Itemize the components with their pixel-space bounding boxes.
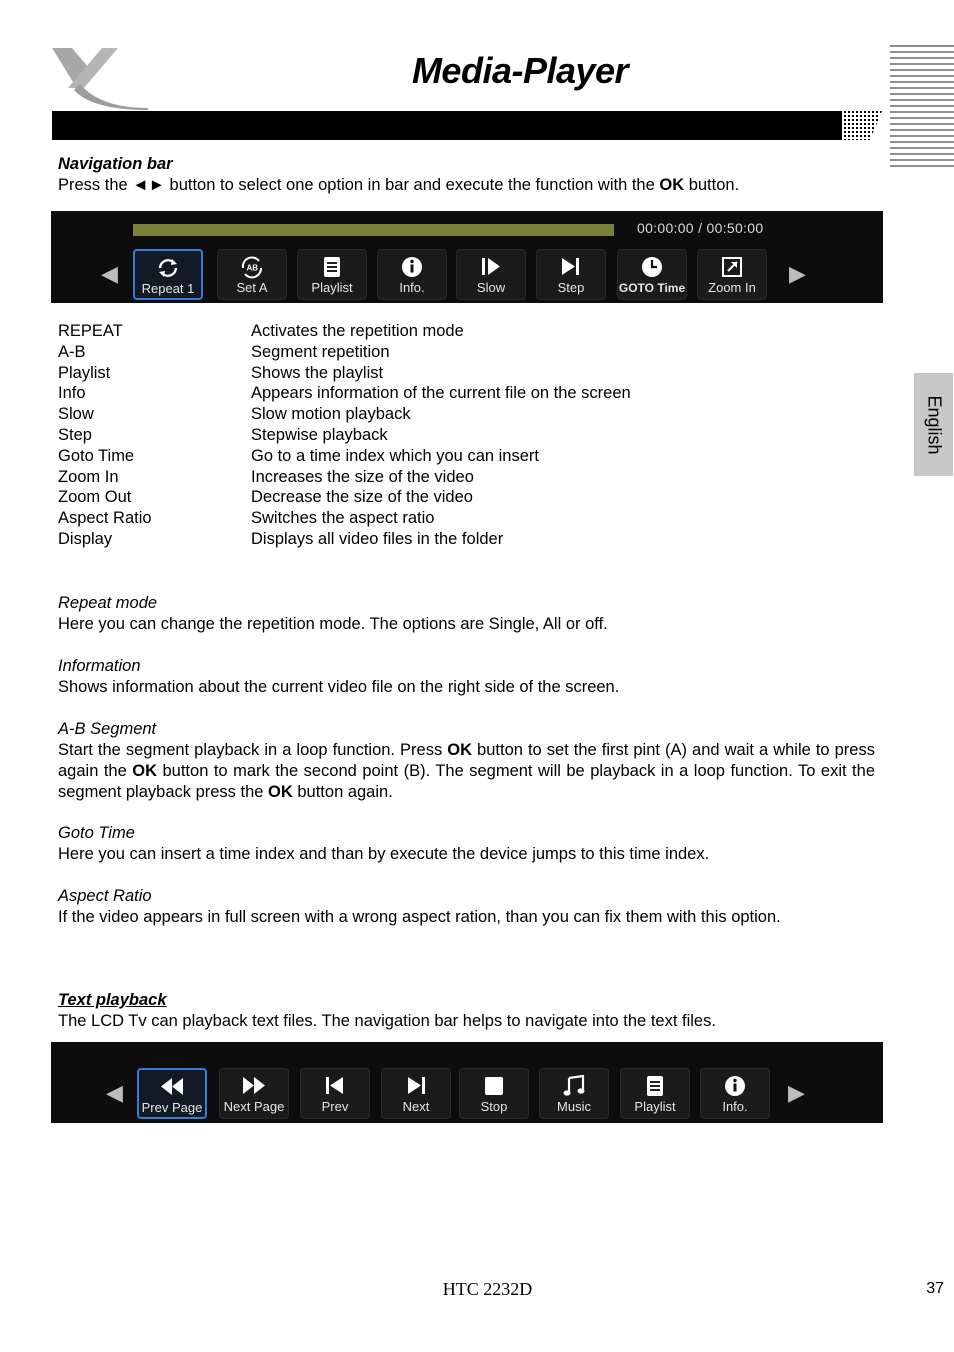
- footer-model: HTC 2232D: [442, 1279, 533, 1299]
- rewind-icon: [159, 1074, 185, 1100]
- definition-list: [58, 321, 631, 550]
- information-heading: Information: [58, 657, 141, 675]
- repeat-label: Repeat 1: [141, 281, 195, 296]
- text-playback-section: [58, 990, 875, 1032]
- music-icon: [561, 1073, 587, 1099]
- aspect-ratio-body: If the video appears in full screen with a wrong aspect ration, than you can fix them with this option.: [58, 908, 781, 926]
- time-total: 00:50:00: [706, 220, 764, 236]
- repeat-icon: [155, 255, 181, 281]
- progress-bar[interactable]: [133, 224, 614, 236]
- text-playlist-label: Playlist: [634, 1099, 676, 1114]
- definition-row: Display Displays all video files in the folder: [58, 529, 504, 548]
- zoom-in-icon: [719, 254, 745, 280]
- definition-row: Zoom Out Decrease the size of the video: [58, 488, 473, 507]
- corner-stripes: [890, 44, 954, 172]
- step-label: Step: [557, 280, 585, 295]
- repeat-mode-section: [58, 593, 875, 635]
- goto-time-body: Here you can insert a time index and than by execute the device jumps to this time index.: [58, 845, 710, 863]
- prev-page-button[interactable]: [137, 1068, 207, 1119]
- information-body: Shows information about the current video file on the right side of the screen.: [58, 678, 620, 696]
- text-nav-left-arrow-icon[interactable]: ◀: [106, 1080, 123, 1105]
- text-playback-heading: Text playback: [58, 991, 167, 1009]
- prev-label: Prev: [321, 1099, 349, 1114]
- zoom-in-button[interactable]: [697, 249, 767, 300]
- skip-back-icon: [322, 1073, 348, 1099]
- nav-right-arrow-icon[interactable]: ▶: [789, 261, 806, 286]
- fast-forward-icon: [241, 1073, 267, 1099]
- text-info-button[interactable]: [700, 1068, 770, 1119]
- svg-text:AB: AB: [246, 263, 259, 273]
- playlist-icon: [642, 1073, 668, 1099]
- timecode: [637, 220, 763, 236]
- next-label: Next: [402, 1099, 430, 1114]
- ab-segment-body: Start the segment playback in a loop function. Press OK button to set the first pint (A) and wait a while to press again the OK button to mark the second point (B). The segment will be playback in a loop function. To exit the segment playback press the OK button again.: [58, 741, 875, 801]
- goto-time-button[interactable]: [617, 249, 687, 300]
- video-nav-screenshot: [51, 211, 883, 303]
- info-icon: [399, 254, 425, 280]
- page-number: 37: [926, 1280, 944, 1297]
- playlist-button[interactable]: [297, 249, 367, 300]
- nav-intro-text: Press the ◄► button to select one option in bar and execute the function with the OK button.: [58, 176, 740, 194]
- title-band: [52, 111, 882, 140]
- page-title: Media-Player: [411, 50, 629, 91]
- step-icon: [558, 254, 584, 280]
- prev-page-label: Prev Page: [141, 1100, 203, 1115]
- playlist-icon: [319, 254, 345, 280]
- repeat-button[interactable]: [133, 249, 203, 300]
- nav-intro: [58, 154, 875, 196]
- skip-forward-icon: [403, 1073, 429, 1099]
- stop-label: Stop: [480, 1099, 508, 1114]
- definition-row: Goto Time Go to a time index which you can insert: [58, 446, 539, 465]
- language-label: English: [924, 394, 944, 455]
- definition-row: Slow Slow motion playback: [58, 405, 411, 424]
- definition-row: Step Stepwise playback: [58, 425, 388, 444]
- aspect-ratio-heading: Aspect Ratio: [58, 887, 152, 905]
- definition-row: Aspect Ratio Switches the aspect ratio: [58, 509, 435, 528]
- slow-button[interactable]: [456, 249, 526, 300]
- next-button[interactable]: [381, 1068, 451, 1119]
- definition-row: A-B Segment repetition: [58, 342, 390, 361]
- slow-icon: [478, 254, 504, 280]
- music-button[interactable]: [539, 1068, 609, 1119]
- nav-left-arrow-icon[interactable]: ◀: [101, 261, 118, 286]
- ab-segment-section: [58, 719, 875, 803]
- text-playback-body: The LCD Tv can playback text files. The navigation bar helps to navigate into the text files.: [58, 1012, 716, 1030]
- next-page-button[interactable]: [219, 1068, 289, 1119]
- slow-label: Slow: [476, 280, 506, 295]
- info-label: Info.: [399, 280, 425, 295]
- clock-icon: [639, 254, 665, 280]
- text-info-label: Info.: [722, 1099, 748, 1114]
- text-nav-right-arrow-icon[interactable]: ▶: [788, 1080, 805, 1105]
- goto-time-heading: Goto Time: [58, 824, 135, 842]
- step-button[interactable]: [536, 249, 606, 300]
- zoom-in-label: Zoom In: [708, 280, 756, 295]
- set-a-button[interactable]: [217, 249, 287, 300]
- information-section: [58, 656, 875, 698]
- definition-row: Zoom In Increases the size of the video: [58, 467, 474, 486]
- goto-time-section: [58, 823, 875, 865]
- stop-icon: [481, 1073, 507, 1099]
- definition-row: Info Appears information of the current file on the screen: [58, 384, 631, 403]
- nav-heading: Navigation bar: [58, 155, 173, 173]
- goto-time-label: GOTO Time: [618, 281, 686, 295]
- info-icon: [722, 1073, 748, 1099]
- ab-segment-heading: A-B Segment: [58, 720, 157, 738]
- next-page-label: Next Page: [223, 1099, 285, 1114]
- definition-row: REPEAT Activates the repetition mode: [58, 322, 464, 340]
- language-tab: [914, 373, 953, 476]
- time-separator: /: [698, 220, 703, 236]
- time-current: 00:00:00: [637, 220, 694, 236]
- text-playlist-button[interactable]: [620, 1068, 690, 1119]
- aspect-ratio-section: [58, 886, 875, 928]
- text-nav-screenshot: [51, 1042, 883, 1123]
- stop-button[interactable]: [459, 1068, 529, 1119]
- set-a-label: Set A: [236, 280, 268, 295]
- repeat-mode-heading: Repeat mode: [58, 594, 158, 612]
- ab-icon: [239, 254, 265, 280]
- music-label: Music: [557, 1099, 591, 1114]
- info-button[interactable]: [377, 249, 447, 300]
- prev-button[interactable]: [300, 1068, 370, 1119]
- definition-row: Playlist Shows the playlist: [58, 363, 384, 382]
- repeat-mode-body: Here you can change the repetition mode. The options are Single, All or off.: [58, 615, 608, 633]
- playlist-label: Playlist: [311, 280, 353, 295]
